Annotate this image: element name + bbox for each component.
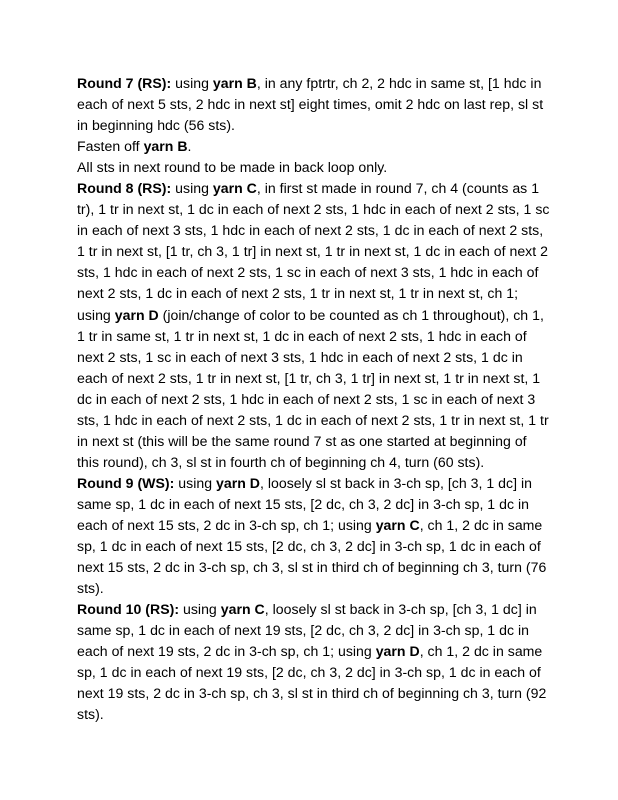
body-text: , ch 1, 2 dc in same sp, 1 dc in each of next 19 sts, [2 dc, ch 3, 2 dc] in 3-ch sp, 1 dc in each of next 19 sts, 2 dc in 3-ch sp, ch 3, sl st in third ch of beginning ch 3, turn (92 sts). xyxy=(77,643,547,723)
bold-text: Round 10 (RS): xyxy=(77,601,180,618)
instruction-paragraph xyxy=(77,178,551,473)
instruction-paragraph xyxy=(77,599,551,725)
bold-text: yarn D xyxy=(114,306,159,323)
bold-text: Round 8 (RS): xyxy=(77,180,172,197)
body-text: (join/change of color to be counted as ch 1 throughout), ch 1, 1 tr in same st, 1 tr in next st, 1 dc in each of next 2 sts, 1 hdc in each of next 2 sts, 1 sc in each of next 3 sts, 1 hdc in each of next 2 sts, 1 dc in each of next 2 sts, 1 tr in next st, [1 tr, ch 3, 1 tr] in next st, 1 tr in next st, 1 dc in each of next 2 sts, 1 hdc in each of next 2 sts, 1 sc in each of next 3 sts, 1 hdc in each of next 2 sts, 1 dc in each of next 2 sts, 1 tr in next st, 1 tr in next st (this will be the same round 7 st as one started at beginning of this round), ch 3, sl st in fourth ch of beginning ch 4, turn (60 sts). xyxy=(77,306,549,470)
body-text: , loosely sl st back in 3-ch sp, [ch 3, 1 dc] in same sp, 1 dc in each of next 15 sts, [2 dc, ch 3, 2 dc] in 3-ch sp, 1 dc in each of next 15 sts, 2 dc in 3-ch sp, ch 1; using xyxy=(77,474,532,533)
body-text: . xyxy=(187,138,192,155)
document-page xyxy=(77,73,551,725)
body-text: using xyxy=(171,180,213,197)
body-text: , ch 1, 2 dc in same sp, 1 dc in each of next 15 sts, [2 dc, ch 3, 2 dc] in 3-ch sp, 1 dc in each of next 15 sts, 2 dc in 3-ch sp, ch 3, sl st in third ch of beginning ch 3, turn (76 sts). xyxy=(77,516,547,597)
body-text: , in any fptrtr, ch 2, 2 hdc in same st, [1 hdc in each of next 5 sts, 2 hdc in next st] eight times, omit 2 hdc on last rep, sl st in beginning hdc (56 sts). xyxy=(77,75,544,134)
bold-text: yarn B xyxy=(143,138,188,155)
instruction-paragraph xyxy=(77,136,551,157)
body-text: All sts in next round to be made in back loop only. xyxy=(77,159,388,176)
pattern-instructions xyxy=(77,73,551,725)
body-text: , in first st made in round 7, ch 4 (counts as 1 tr), 1 tr in next st, 1 dc in each of next 2 sts, 1 hdc in each of next 2 sts, 1 sc in each of next 3 sts, 1 hdc in each of next 2 sts, 1 dc in each of next 2 sts, 1 tr in next st, [1 tr, ch 3, 1 tr] in next st, 1 tr in next st, 1 dc in each of next 2 sts, 1 hdc in each of next 2 sts, 1 sc in each of next 3 sts, 1 hdc in each of next 2 sts, 1 dc in each of next 2 sts, 1 tr in next st, 1 tr in next st, ch 1; using xyxy=(77,180,550,323)
instruction-paragraph xyxy=(77,73,551,136)
body-text: Fasten off xyxy=(77,138,144,155)
body-text: using xyxy=(171,75,213,91)
bold-text: yarn C xyxy=(375,516,420,533)
bold-text: yarn B xyxy=(212,75,257,91)
bold-text: yarn C xyxy=(212,180,257,197)
body-text: using xyxy=(174,474,216,491)
bold-text: yarn C xyxy=(220,601,265,618)
bold-text: yarn D xyxy=(216,474,260,491)
bold-text: yarn D xyxy=(375,643,420,660)
bold-text: Round 9 (WS): xyxy=(77,474,175,491)
bold-text: Round 7 (RS): xyxy=(77,75,172,91)
body-text: , loosely sl st back in 3-ch sp, [ch 3, 1 dc] in same sp, 1 dc in each of next 19 sts, [2 dc, ch 3, 2 dc] in 3-ch sp, 1 dc in each of next 19 sts, 2 dc in 3-ch sp, ch 1; using xyxy=(77,601,537,660)
instruction-paragraph xyxy=(77,157,551,178)
body-text: using xyxy=(179,601,221,618)
instruction-paragraph xyxy=(77,473,551,599)
